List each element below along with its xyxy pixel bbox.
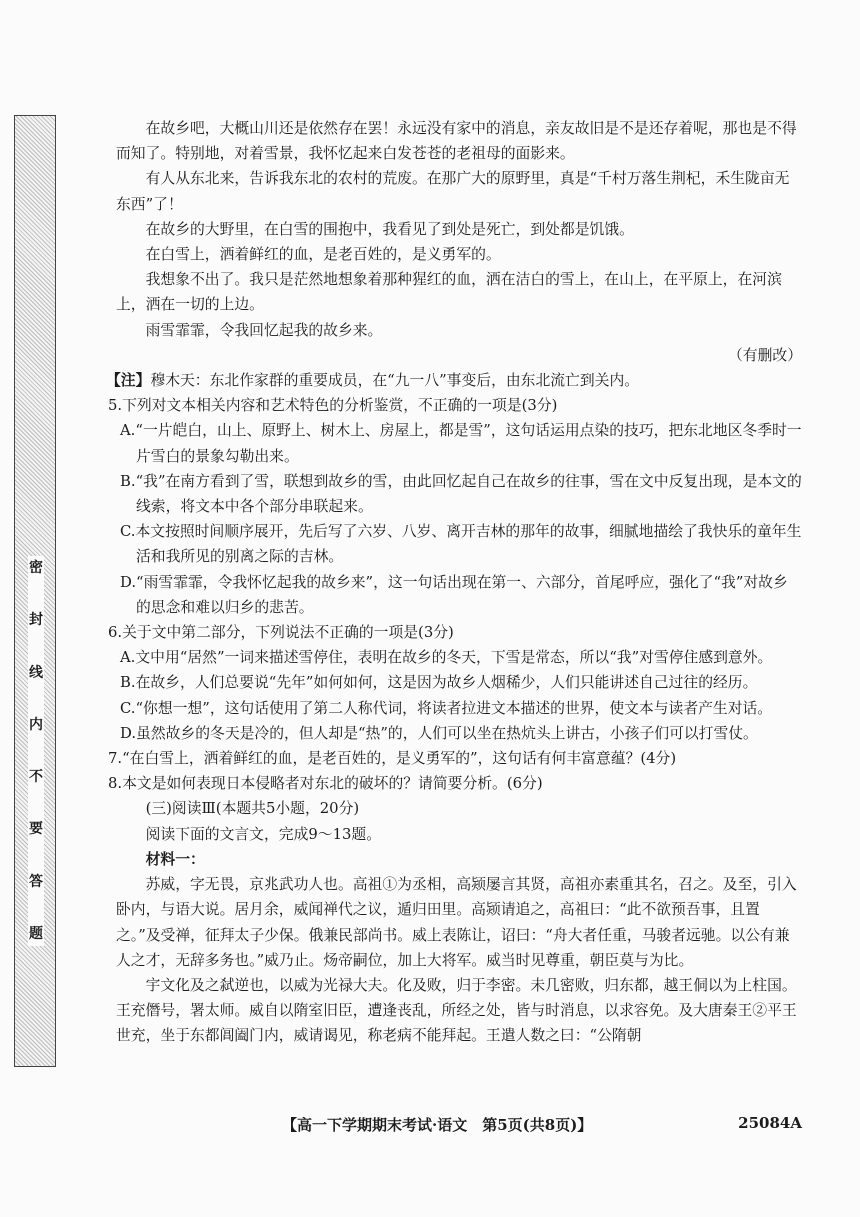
page-footer [260,1114,802,1140]
annotation-label: 【注】 [106,372,151,390]
binding-margin [14,115,56,1067]
option-a: A.“一片皑白，山上、原野上、树木上、房屋上，都是雪”，这句话运用点染的技巧，把东北地区冬季时一片雪白的景象勾勒出来。 [120,422,802,465]
annotation [106,368,802,393]
question-5 [108,393,802,620]
option-d: D.虽然故乡的冬天是冷的，但人却是“热”的，人们可以坐在热炕头上讲古，小孩子们可以打雪仗。 [120,724,758,742]
section-instruction: 阅读下面的文言文，完成9～13题。 [145,825,381,843]
binding-notice [28,556,44,946]
classical-paragraph: 宇文化及之弑逆也，以威为光禄大夫。化及败，归于李密。未几密败，归东都，越王侗以为上柱国。王充僭号，署太师。威自以隋室旧臣，遭逢丧乱，所经之处，皆与时消息，以求容免。及大唐秦王②平王世充，坐于东都阊阖门内，威请谒见，称老病不能拜起。王遣人数之曰：“公隋朝 [116,976,797,1045]
option-d: D.“雨雪霏霏，令我怀忆起我的故乡来”，这一句话出现在第一、六部分，首尾呼应，强化了“我”对故乡的思念和难以归乡的悲苦。 [120,573,788,616]
binding-char: 不 [29,769,43,786]
binding-char: 内 [29,716,43,733]
passage-paragraph: 雨雪霏霏，令我回忆起我的故乡来。 [145,321,383,339]
page-content [106,116,802,1049]
passage-paragraph: 在白雪上，洒着鲜红的血，是老百姓的，是义勇军的。 [145,246,501,264]
binding-char: 答 [29,873,43,890]
exam-code: 25084A [738,1114,802,1132]
option-c: C.“你想一想”，这句话使用了第二人称代词，将读者拉进文本描述的世界，使文本与读者产生对话。 [120,699,773,717]
binding-char: 要 [29,821,43,838]
footer-title: 【高一下学期期末考试·语文 第5页(共8页)】 [282,1116,593,1134]
binding-char: 线 [29,664,43,681]
binding-char: 密 [29,560,43,576]
question-6 [108,620,802,746]
annotation-text: 穆木天：东北作家群的重要成员，在“九一八”事变后，由东北流亡到关内。 [150,372,640,390]
material-label: 材料一： [145,850,205,868]
question-stem: 6.关于文中第二部分，下列说法不正确的一项是(3分) [108,624,454,642]
binding-char: 封 [29,612,43,629]
binding-char: 题 [29,925,43,942]
passage-paragraph: 在故乡的大野里，在白雪的围抱中，我看见了到处是死亡，到处都是饥饿。 [145,220,634,238]
section-heading: (三)阅读Ⅲ(本题共5小题，20分) [145,800,360,818]
source-note: （有删改） [728,346,802,364]
classical-paragraph: 苏威，字无畏，京兆武功人也。高祖①为丞相，高颎屡言其贤，高祖亦素重其名，召之。及至，引入卧内，与语大说。居月余，威闻禅代之议，遁归田里。高颎请追之，高祖曰：“此不欲预吾事，且置之。”及受禅，征拜太子少保。俄兼民部尚书。威上表陈让，诏曰：“舟大者任重，马骏者远驰。以公有兼人之才，无辞多务也。”威乃止。炀帝嗣位，加上大将军。威当时见尊重，朝臣莫与为比。 [116,876,797,969]
option-b: B.在故乡，人们总要说“先年”如何如何，这是因为故乡人烟稀少，人们只能讲述自己过往的经历。 [120,674,758,692]
question-8: 8.本文是如何表现日本侵略者对东北的破坏的？请简要分析。(6分) [108,775,543,793]
passage-paragraph: 我想象不出了。我只是茫然地想象着那种猩红的血，洒在洁白的雪上，在山上，在平原上，在河滨上，洒在一切的上边。 [116,271,782,314]
passage-paragraph: 在故乡吧，大概山川还是依然存在罢！永远没有家中的消息，亲友故旧是不是还存着呢，那也是不得而知了。特别地，对着雪景，我怀忆起来白发苍苍的老祖母的面影来。 [116,120,797,163]
passage-paragraph: 有人从东北来，告诉我东北的农村的荒废。在那广大的原野里，真是“千村万落生荆杞，禾生陇亩无东西”了！ [116,170,790,213]
option-c: C.本文按照时间顺序展开，先后写了六岁、八岁、离开吉林的那年的故事，细腻地描绘了我快乐的童年生活和我所见的别离之际的吉林。 [120,523,802,566]
option-b: B.“我”在南方看到了雪，联想到故乡的雪，由此回忆起自己在故乡的往事，雪在文中反复出现，是本文的线索，将文本中各个部分串联起来。 [120,472,802,516]
option-a: A.文中用“居然”一词来描述雪停住，表明在故乡的冬天，下雪是常态，所以“我”对雪停住感到意外。 [120,649,773,667]
question-7: 7.“在白雪上，洒着鲜红的血，是老百姓的，是义勇军的”，这句话有何丰富意蕴？(4分) [108,750,677,768]
question-stem: 5.下列对文本相关内容和艺术特色的分析鉴赏，不正确的一项是(3分) [108,397,558,415]
